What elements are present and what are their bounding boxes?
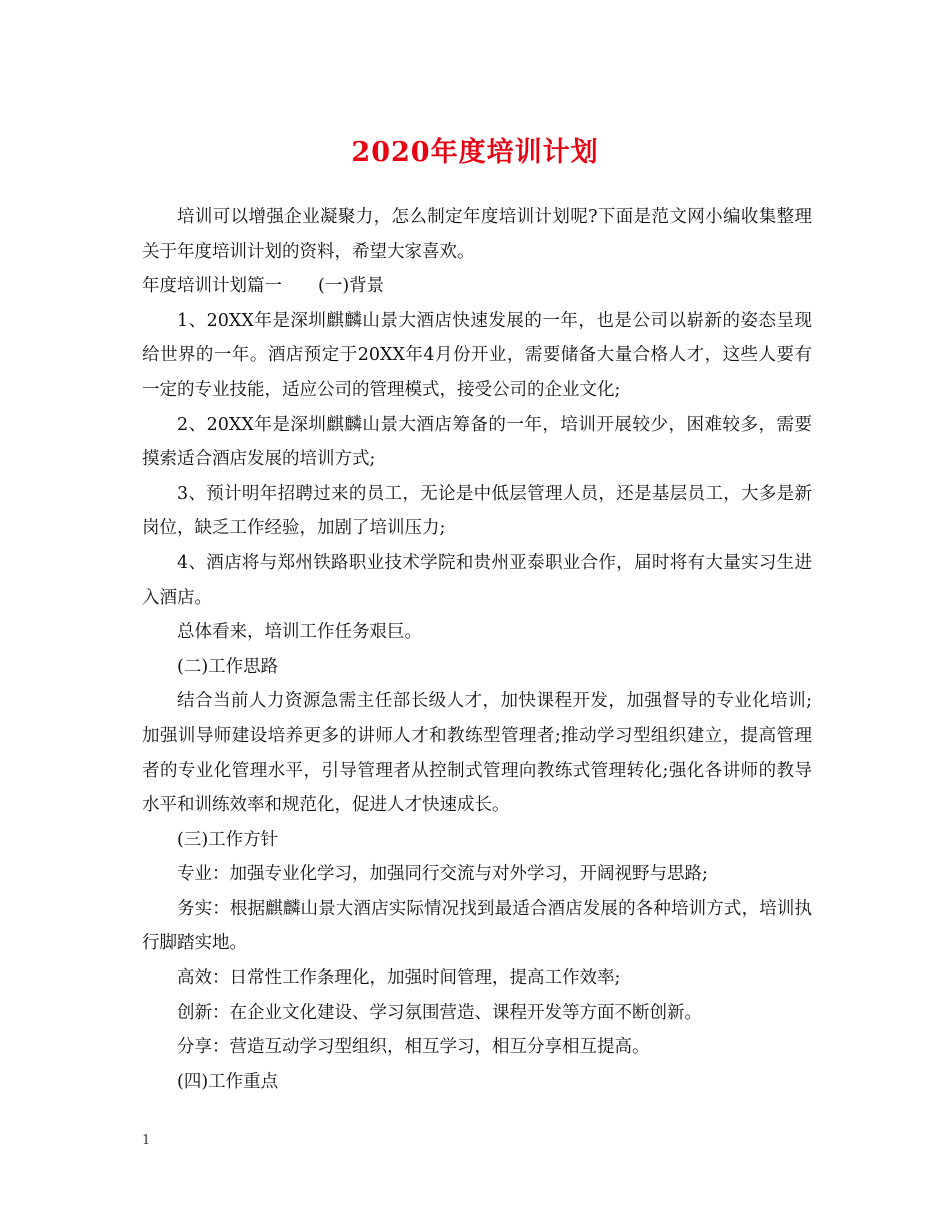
background-item-4: 4、酒店将与郑州铁路职业技术学院和贵州亚泰职业合作，届时将有大量实习生进入酒店。 [142, 552, 812, 608]
section-heading [142, 269, 812, 304]
page-number: 1 [142, 1133, 151, 1148]
principles-heading: (三)工作方针 [177, 829, 279, 850]
principle-efficient: 高效：日常性工作条理化，加强时间管理，提高工作效率; [177, 968, 621, 989]
focus-heading: (四)工作重点 [177, 1071, 279, 1092]
background-heading: (一)背景 [318, 276, 385, 297]
principle-innovation: 创新：在企业文化建设、学习氛围营造、课程开发等方面不断创新。 [177, 1002, 702, 1023]
principle-practical: 务实：根据麒麟山景大酒店实际情况找到最适合酒店发展的各种培训方式，培训执行脚踏实地。 [142, 898, 812, 954]
intro-paragraph: 培训可以增强企业凝聚力，怎么制定年度培训计划呢?下面是范文网小编收集整理关于年度培训计划的资料，希望大家喜欢。 [142, 207, 812, 262]
background-item-3: 3、预计明年招聘过来的员工，无论是中低层管理人员，还是基层员工，大多是新岗位，缺乏工作经验，加剧了培训压力; [142, 483, 812, 539]
principle-sharing: 分享：营造互动学习型组织，相互学习，相互分享相互提高。 [177, 1037, 650, 1058]
approach-heading: (二)工作思路 [177, 656, 279, 677]
approach-paragraph: 结合当前人力资源急需主任部长级人才，加快课程开发，加强督导的专业化培训;加强训导师建设培养更多的讲师人才和教练型管理者;推动学习型组织建立，提高管理者的专业化管理水平，引导管理者从控制式管理向教练式管理转化;强化各讲师的教导水平和训练效率和规范化，促进人才快速成长。 [142, 691, 812, 816]
background-item-2: 2、20XX年是深圳麒麟山景大酒店筹备的一年，培训开展较少，困难较多，需要摸索适合酒店发展的培训方式; [142, 414, 812, 470]
principle-professional: 专业：加强专业化学习，加强同行交流与对外学习，开阔视野与思路; [177, 864, 708, 885]
document-title: 2020年度培训计划 [351, 137, 599, 168]
section-heading-label: 年度培训计划篇一 [142, 276, 282, 297]
document-body [142, 200, 812, 1099]
summary-paragraph: 总体看来，培训工作任务艰巨。 [177, 622, 422, 643]
background-item-1: 1、20XX年是深圳麒麟山景大酒店快速发展的一年，也是公司以崭新的姿态呈现给世界的一年。酒店预定于20XX年4月份开业，需要储备大量合格人才，这些人要有一定的专业技能，适应公司的管理模式，接受公司的企业文化; [142, 310, 812, 400]
